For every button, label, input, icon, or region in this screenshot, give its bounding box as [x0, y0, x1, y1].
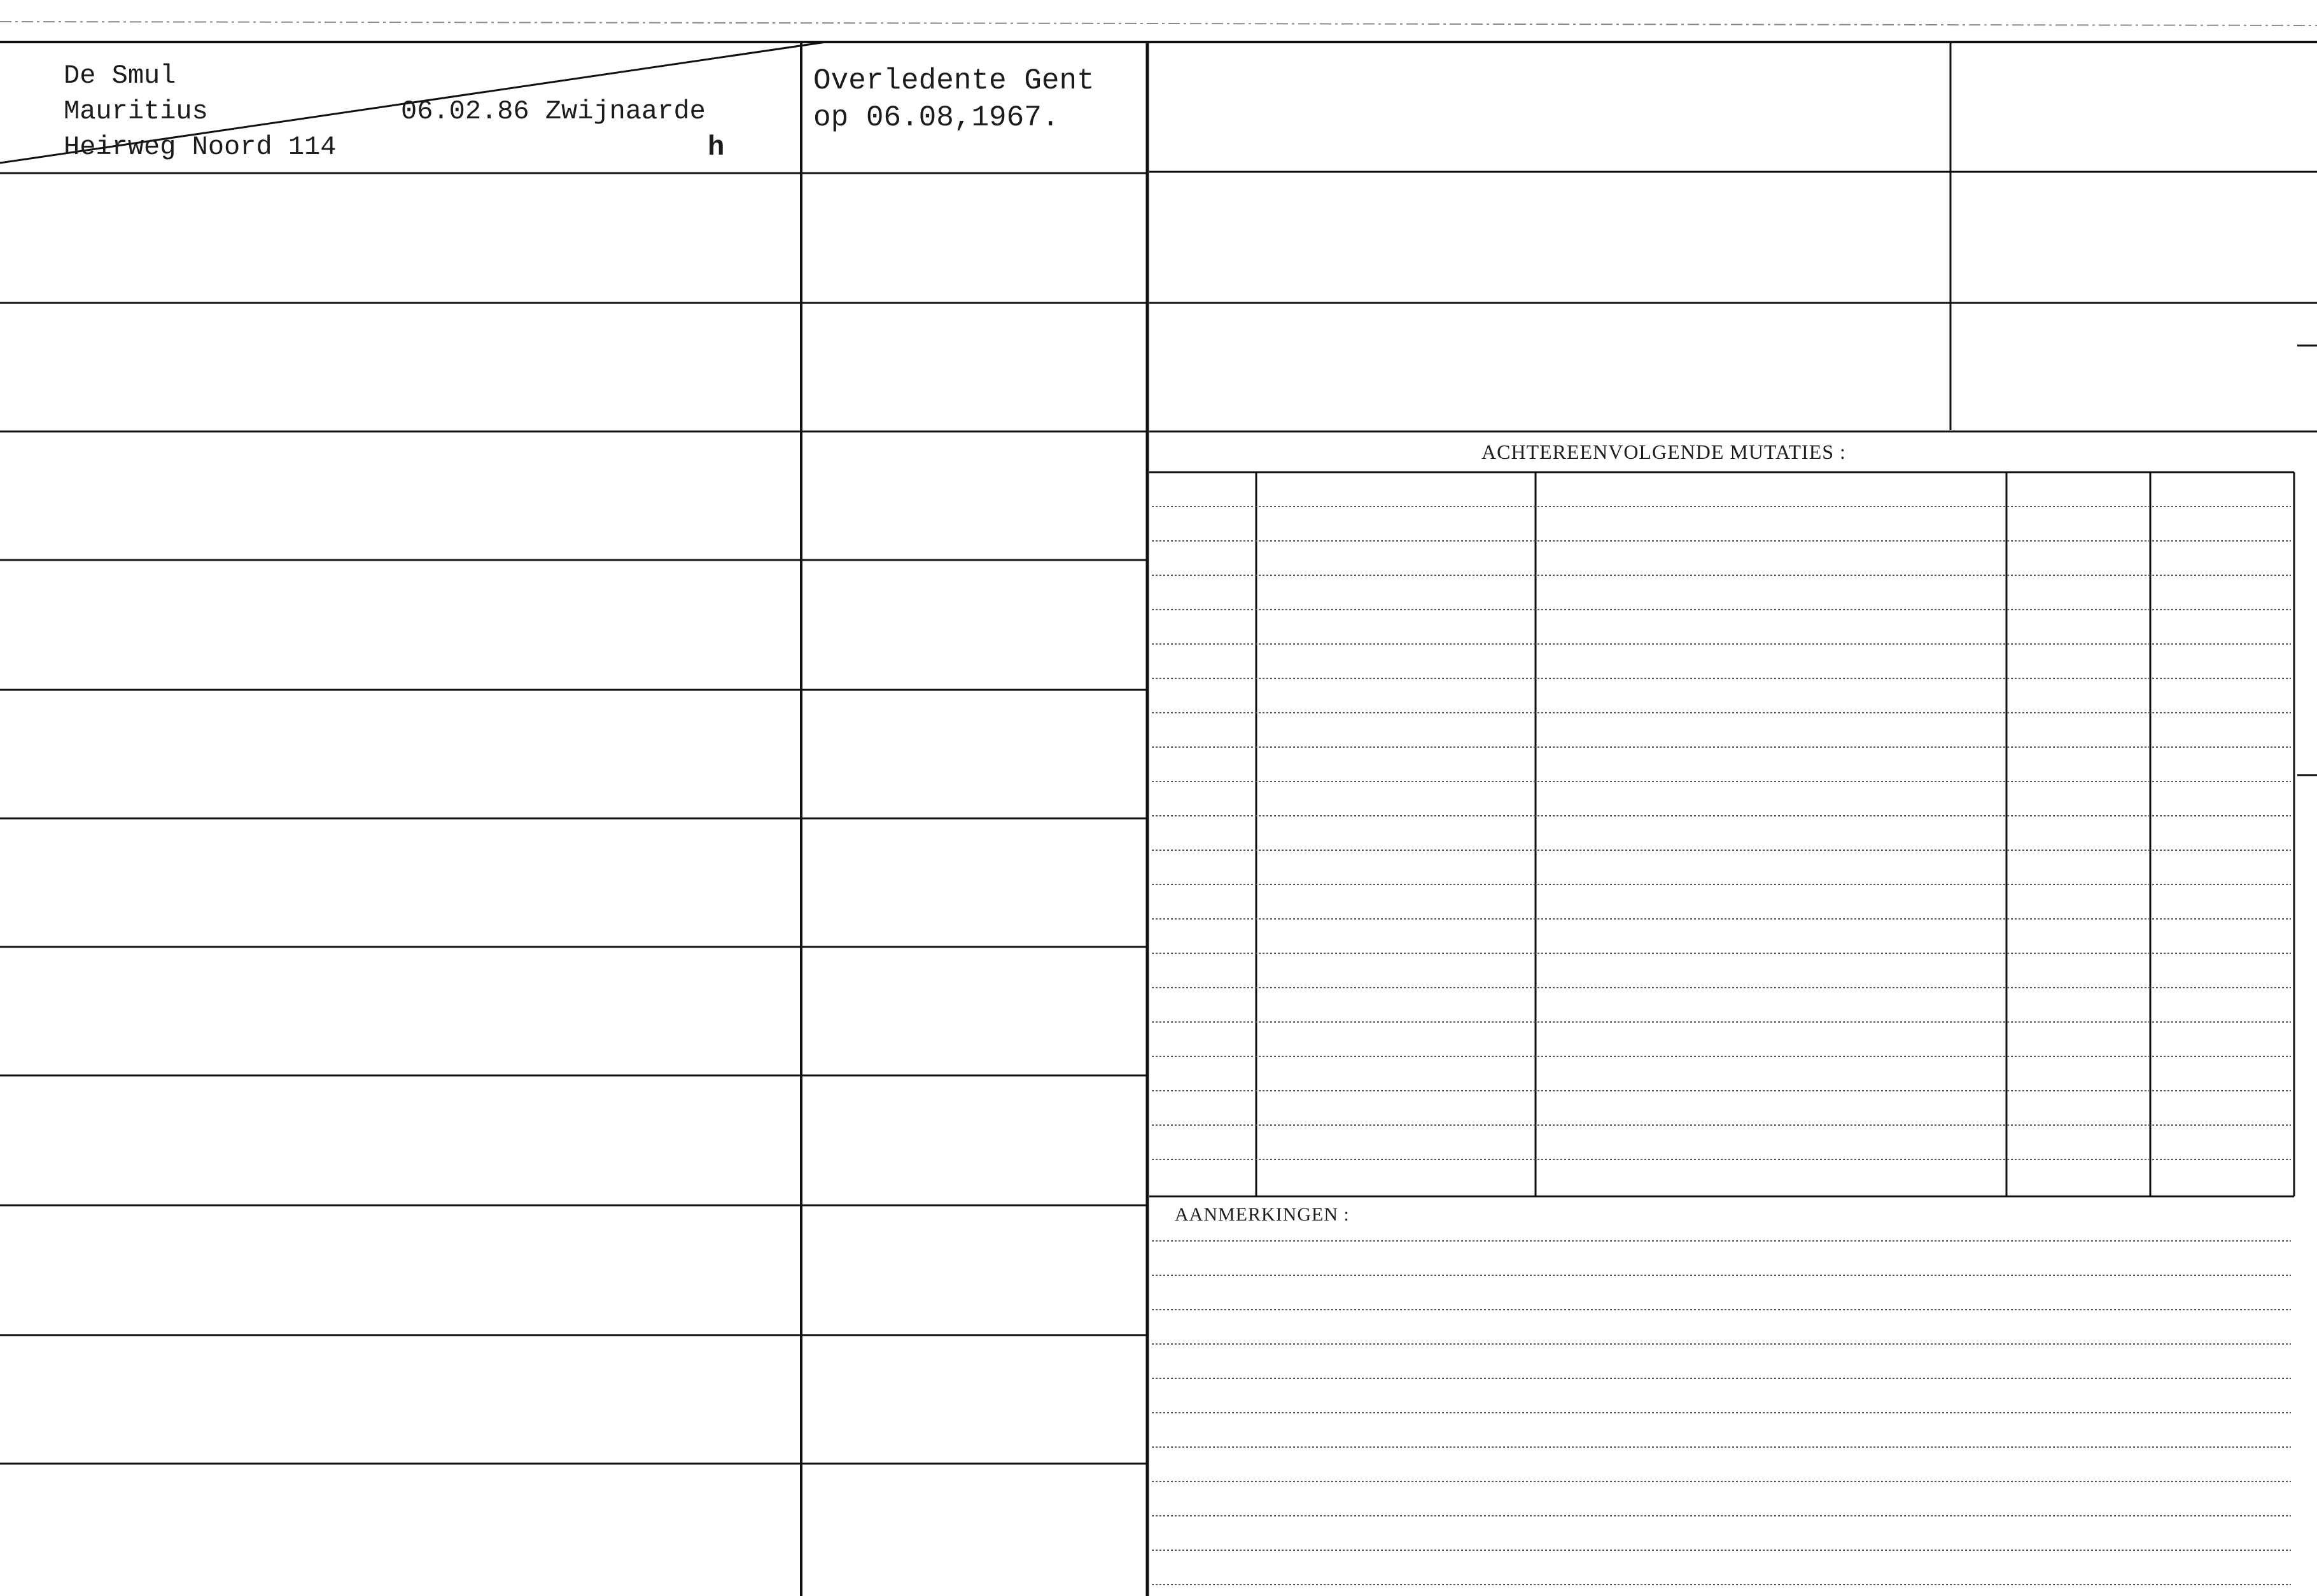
- remarks-dotted-rows: [1152, 1241, 2291, 1585]
- mutations-heading: ACHTEREENVOLGENDE MUTATIES :: [1481, 440, 1846, 463]
- mutations-columns: [1256, 472, 2294, 1196]
- right-row-lines: [1149, 172, 2317, 303]
- remarks-heading: AANMERKINGEN :: [1175, 1204, 1350, 1225]
- address-text: Heirweg Noord 114: [64, 132, 337, 162]
- entry-mark: h: [708, 132, 725, 164]
- remark-line-2: op 06.08,1967.: [813, 101, 1060, 134]
- first-name-text: Mauritius: [64, 96, 208, 127]
- top-border-faint: [0, 22, 2317, 25]
- mutations-dotted-rows: [1152, 507, 2291, 1159]
- left-row-lines: [0, 173, 1147, 1464]
- birth-text: 06.02.86 Zwijnaarde: [401, 96, 706, 127]
- remark-line-1: Overledente Gent: [813, 64, 1095, 97]
- surname-text: De Smul: [64, 60, 176, 91]
